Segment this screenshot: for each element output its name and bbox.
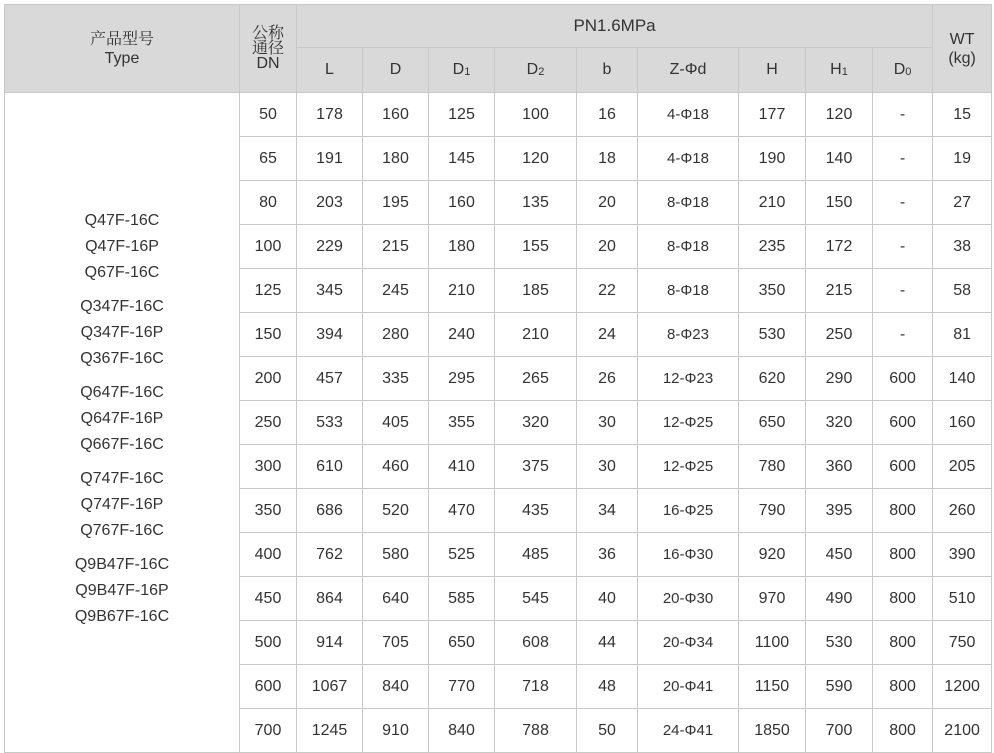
cell-D: 520 bbox=[363, 489, 429, 533]
col-header-L: L bbox=[297, 48, 363, 93]
cell-D0: 600 bbox=[873, 357, 933, 401]
cell-H: 350 bbox=[739, 269, 806, 313]
cell-zd: 4-Φ18 bbox=[638, 137, 739, 181]
cell-wt: 27 bbox=[933, 181, 992, 225]
model-group bbox=[5, 552, 239, 630]
model-list bbox=[5, 93, 240, 753]
cell-D0: 800 bbox=[873, 709, 933, 753]
col-header-D1-main: D bbox=[452, 61, 465, 78]
col-header-D2-main: D bbox=[526, 61, 539, 78]
cell-D2: 185 bbox=[495, 269, 577, 313]
cell-wt: 1200 bbox=[933, 665, 992, 709]
cell-D2: 320 bbox=[495, 401, 577, 445]
col-header-D0-main: D bbox=[893, 61, 906, 78]
cell-zd: 8-Φ23 bbox=[638, 313, 739, 357]
cell-D2: 788 bbox=[495, 709, 577, 753]
model-name: Q347F-16P bbox=[80, 323, 164, 341]
cell-zd: 16-Φ30 bbox=[638, 533, 739, 577]
cell-D: 840 bbox=[363, 665, 429, 709]
cell-wt: 205 bbox=[933, 445, 992, 489]
cell-H1: 700 bbox=[806, 709, 873, 753]
model-name: Q347F-16C bbox=[80, 297, 164, 315]
cell-D1: 770 bbox=[429, 665, 495, 709]
cell-dn: 80 bbox=[240, 181, 297, 225]
cell-zd: 12-Φ25 bbox=[638, 445, 739, 489]
cell-b: 34 bbox=[577, 489, 638, 533]
cell-D1: 180 bbox=[429, 225, 495, 269]
cell-dn: 150 bbox=[240, 313, 297, 357]
cell-H1: 490 bbox=[806, 577, 873, 621]
table-row bbox=[5, 93, 992, 137]
cell-H: 530 bbox=[739, 313, 806, 357]
cell-D2: 100 bbox=[495, 93, 577, 137]
col-header-H: H bbox=[739, 48, 806, 93]
cell-D0: 800 bbox=[873, 621, 933, 665]
cell-dn: 200 bbox=[240, 357, 297, 401]
cell-D0: 800 bbox=[873, 577, 933, 621]
cell-H1: 120 bbox=[806, 93, 873, 137]
cell-b: 44 bbox=[577, 621, 638, 665]
type-header bbox=[5, 5, 240, 93]
cell-D: 910 bbox=[363, 709, 429, 753]
cell-D0: 600 bbox=[873, 401, 933, 445]
cell-D: 335 bbox=[363, 357, 429, 401]
cell-D: 640 bbox=[363, 577, 429, 621]
cell-H: 650 bbox=[739, 401, 806, 445]
cell-D: 460 bbox=[363, 445, 429, 489]
cell-D2: 120 bbox=[495, 137, 577, 181]
cell-dn: 450 bbox=[240, 577, 297, 621]
cell-D0: 600 bbox=[873, 445, 933, 489]
type-header-cn: 产品型号 bbox=[89, 30, 154, 48]
cell-L: 762 bbox=[297, 533, 363, 577]
model-name: Q667F-16C bbox=[80, 435, 164, 453]
cell-dn: 65 bbox=[240, 137, 297, 181]
cell-zd: 8-Φ18 bbox=[638, 181, 739, 225]
dn-header bbox=[240, 5, 297, 93]
col-header-H1-sub: 1 bbox=[841, 66, 848, 78]
cell-wt: 510 bbox=[933, 577, 992, 621]
model-name: Q9B67F-16C bbox=[74, 607, 170, 625]
cell-L: 1245 bbox=[297, 709, 363, 753]
cell-D1: 240 bbox=[429, 313, 495, 357]
cell-D: 280 bbox=[363, 313, 429, 357]
type-header-en: Type bbox=[104, 49, 140, 67]
cell-wt: 390 bbox=[933, 533, 992, 577]
cell-D1: 410 bbox=[429, 445, 495, 489]
cell-b: 30 bbox=[577, 401, 638, 445]
cell-wt: 260 bbox=[933, 489, 992, 533]
weight-header-unit: (kg) bbox=[948, 49, 976, 67]
cell-wt: 140 bbox=[933, 357, 992, 401]
cell-zd: 12-Φ23 bbox=[638, 357, 739, 401]
cell-zd: 20-Φ41 bbox=[638, 665, 739, 709]
pressure-header: PN1.6MPa bbox=[297, 5, 933, 48]
cell-zd: 8-Φ18 bbox=[638, 269, 739, 313]
cell-zd: 24-Φ41 bbox=[638, 709, 739, 753]
cell-H1: 530 bbox=[806, 621, 873, 665]
col-header-D2 bbox=[495, 48, 577, 93]
cell-wt: 2100 bbox=[933, 709, 992, 753]
cell-D1: 355 bbox=[429, 401, 495, 445]
model-name: Q47F-16P bbox=[85, 237, 159, 255]
model-name: Q647F-16C bbox=[80, 383, 164, 401]
model-name: Q767F-16C bbox=[80, 521, 164, 539]
cell-H: 620 bbox=[739, 357, 806, 401]
cell-H: 235 bbox=[739, 225, 806, 269]
cell-H1: 150 bbox=[806, 181, 873, 225]
cell-D0: - bbox=[873, 137, 933, 181]
cell-H: 1850 bbox=[739, 709, 806, 753]
col-header-H1 bbox=[806, 48, 873, 93]
cell-D2: 608 bbox=[495, 621, 577, 665]
cell-H1: 215 bbox=[806, 269, 873, 313]
cell-H: 1150 bbox=[739, 665, 806, 709]
cell-D2: 265 bbox=[495, 357, 577, 401]
cell-D1: 650 bbox=[429, 621, 495, 665]
cell-D0: 800 bbox=[873, 489, 933, 533]
cell-b: 40 bbox=[577, 577, 638, 621]
cell-D: 245 bbox=[363, 269, 429, 313]
cell-H: 1100 bbox=[739, 621, 806, 665]
col-header-H1-main: H bbox=[830, 61, 842, 78]
cell-L: 914 bbox=[297, 621, 363, 665]
col-header-D2-sub: 2 bbox=[538, 66, 545, 78]
model-group bbox=[5, 294, 239, 372]
cell-D2: 210 bbox=[495, 313, 577, 357]
col-header-D0-sub: 0 bbox=[905, 66, 912, 78]
cell-H: 790 bbox=[739, 489, 806, 533]
cell-D: 180 bbox=[363, 137, 429, 181]
cell-H1: 395 bbox=[806, 489, 873, 533]
cell-b: 36 bbox=[577, 533, 638, 577]
cell-D1: 525 bbox=[429, 533, 495, 577]
weight-header-label: WT bbox=[949, 30, 975, 48]
cell-L: 610 bbox=[297, 445, 363, 489]
cell-D1: 840 bbox=[429, 709, 495, 753]
cell-D2: 155 bbox=[495, 225, 577, 269]
cell-D0: - bbox=[873, 93, 933, 137]
cell-dn: 700 bbox=[240, 709, 297, 753]
model-group bbox=[5, 380, 239, 458]
cell-D1: 295 bbox=[429, 357, 495, 401]
cell-D1: 470 bbox=[429, 489, 495, 533]
cell-b: 50 bbox=[577, 709, 638, 753]
model-name: Q9B47F-16P bbox=[75, 581, 169, 599]
cell-b: 20 bbox=[577, 225, 638, 269]
cell-D2: 545 bbox=[495, 577, 577, 621]
cell-D0: 800 bbox=[873, 665, 933, 709]
model-name: Q67F-16C bbox=[84, 263, 160, 281]
cell-D0: - bbox=[873, 269, 933, 313]
cell-wt: 81 bbox=[933, 313, 992, 357]
cell-wt: 58 bbox=[933, 269, 992, 313]
model-name: Q647F-16P bbox=[80, 409, 164, 427]
cell-D: 705 bbox=[363, 621, 429, 665]
cell-b: 22 bbox=[577, 269, 638, 313]
cell-H1: 360 bbox=[806, 445, 873, 489]
cell-dn: 600 bbox=[240, 665, 297, 709]
cell-H: 780 bbox=[739, 445, 806, 489]
cell-D: 580 bbox=[363, 533, 429, 577]
cell-D2: 375 bbox=[495, 445, 577, 489]
dn-header-cn1: 公称 bbox=[251, 25, 284, 42]
cell-zd: 20-Φ30 bbox=[638, 577, 739, 621]
cell-dn: 350 bbox=[240, 489, 297, 533]
cell-D2: 135 bbox=[495, 181, 577, 225]
model-name: Q47F-16C bbox=[84, 211, 160, 229]
cell-L: 191 bbox=[297, 137, 363, 181]
cell-b: 18 bbox=[577, 137, 638, 181]
cell-D1: 210 bbox=[429, 269, 495, 313]
cell-H1: 590 bbox=[806, 665, 873, 709]
cell-zd: 8-Φ18 bbox=[638, 225, 739, 269]
cell-D1: 125 bbox=[429, 93, 495, 137]
model-name: Q747F-16P bbox=[80, 495, 164, 513]
cell-H1: 320 bbox=[806, 401, 873, 445]
col-header-zd: Z-Φd bbox=[638, 48, 739, 93]
cell-L: 203 bbox=[297, 181, 363, 225]
cell-b: 26 bbox=[577, 357, 638, 401]
cell-dn: 300 bbox=[240, 445, 297, 489]
cell-H: 177 bbox=[739, 93, 806, 137]
col-header-b: b bbox=[577, 48, 638, 93]
cell-H1: 140 bbox=[806, 137, 873, 181]
cell-D0: - bbox=[873, 225, 933, 269]
model-group bbox=[5, 466, 239, 544]
cell-D2: 485 bbox=[495, 533, 577, 577]
cell-L: 178 bbox=[297, 93, 363, 137]
cell-D1: 145 bbox=[429, 137, 495, 181]
cell-dn: 125 bbox=[240, 269, 297, 313]
col-header-D0 bbox=[873, 48, 933, 93]
cell-H: 210 bbox=[739, 181, 806, 225]
dn-header-cn2: 通径 bbox=[251, 40, 284, 57]
cell-dn: 50 bbox=[240, 93, 297, 137]
cell-D0: - bbox=[873, 181, 933, 225]
cell-L: 864 bbox=[297, 577, 363, 621]
cell-D: 160 bbox=[363, 93, 429, 137]
cell-wt: 750 bbox=[933, 621, 992, 665]
model-group bbox=[5, 208, 239, 286]
cell-H1: 250 bbox=[806, 313, 873, 357]
cell-b: 20 bbox=[577, 181, 638, 225]
cell-dn: 250 bbox=[240, 401, 297, 445]
cell-D2: 718 bbox=[495, 665, 577, 709]
dn-header-en: DN bbox=[256, 55, 280, 72]
cell-L: 1067 bbox=[297, 665, 363, 709]
cell-D0: - bbox=[873, 313, 933, 357]
model-name: Q367F-16C bbox=[80, 349, 164, 367]
model-name: Q9B47F-16C bbox=[74, 555, 170, 573]
model-name: Q747F-16C bbox=[80, 469, 164, 487]
cell-wt: 38 bbox=[933, 225, 992, 269]
cell-wt: 160 bbox=[933, 401, 992, 445]
weight-header bbox=[933, 5, 992, 93]
cell-zd: 12-Φ25 bbox=[638, 401, 739, 445]
cell-H1: 172 bbox=[806, 225, 873, 269]
cell-wt: 15 bbox=[933, 93, 992, 137]
cell-D: 215 bbox=[363, 225, 429, 269]
cell-D0: 800 bbox=[873, 533, 933, 577]
cell-H1: 290 bbox=[806, 357, 873, 401]
cell-L: 229 bbox=[297, 225, 363, 269]
cell-dn: 500 bbox=[240, 621, 297, 665]
cell-H: 920 bbox=[739, 533, 806, 577]
cell-D: 195 bbox=[363, 181, 429, 225]
cell-L: 394 bbox=[297, 313, 363, 357]
cell-L: 457 bbox=[297, 357, 363, 401]
cell-H: 970 bbox=[739, 577, 806, 621]
cell-b: 16 bbox=[577, 93, 638, 137]
cell-D1: 160 bbox=[429, 181, 495, 225]
cell-H1: 450 bbox=[806, 533, 873, 577]
cell-zd: 20-Φ34 bbox=[638, 621, 739, 665]
cell-L: 345 bbox=[297, 269, 363, 313]
valve-spec-table bbox=[4, 4, 992, 753]
col-header-D1 bbox=[429, 48, 495, 93]
cell-H: 190 bbox=[739, 137, 806, 181]
cell-dn: 400 bbox=[240, 533, 297, 577]
col-header-D: D bbox=[363, 48, 429, 93]
cell-zd: 16-Φ25 bbox=[638, 489, 739, 533]
cell-b: 30 bbox=[577, 445, 638, 489]
cell-zd: 4-Φ18 bbox=[638, 93, 739, 137]
cell-b: 24 bbox=[577, 313, 638, 357]
cell-L: 533 bbox=[297, 401, 363, 445]
col-header-D1-sub: 1 bbox=[464, 66, 471, 78]
cell-wt: 19 bbox=[933, 137, 992, 181]
cell-L: 686 bbox=[297, 489, 363, 533]
cell-b: 48 bbox=[577, 665, 638, 709]
cell-dn: 100 bbox=[240, 225, 297, 269]
spec-table-body bbox=[5, 93, 992, 753]
cell-D: 405 bbox=[363, 401, 429, 445]
cell-D1: 585 bbox=[429, 577, 495, 621]
cell-D2: 435 bbox=[495, 489, 577, 533]
